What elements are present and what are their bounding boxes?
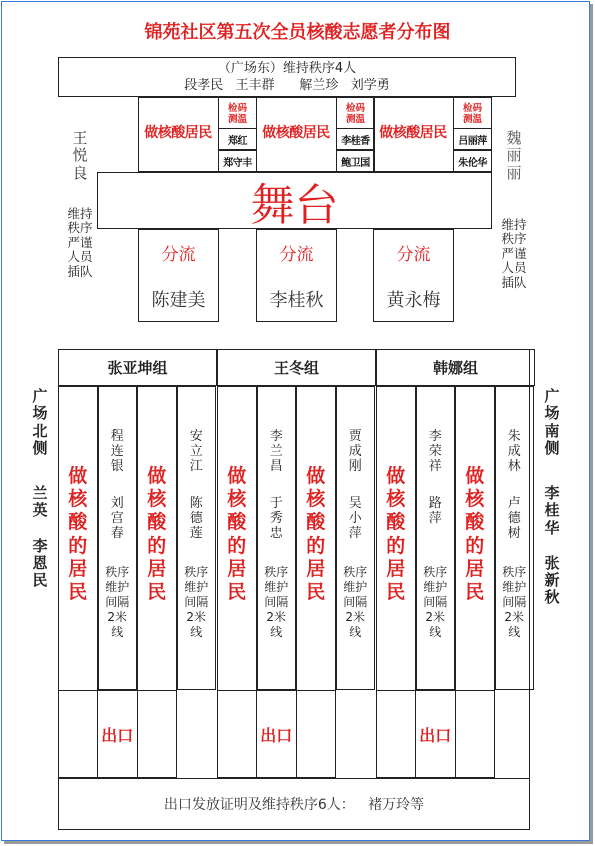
exit-label: 出口 [419, 725, 452, 745]
page-title: 锦苑社区第五次全员核酸志愿者分布图 [144, 22, 451, 43]
volunteer-name: 刘 宫 春 [110, 496, 124, 541]
order-note: 秩序 维护 间隔 2米 线 [502, 565, 527, 639]
footer-note: 出口发放证明及维持秩序6人： 褚万玲等 [163, 797, 425, 813]
station-volunteer: 鲍卫国 [336, 150, 375, 172]
resident-column-label: 做 核 酸 的 居 民 [386, 465, 406, 603]
flow-volunteer: 陈建美 [151, 290, 206, 311]
north-volunteer: 兰 英 [32, 484, 48, 520]
right-person: 魏 丽 丽 [506, 129, 522, 182]
test-label-2: 测温 [345, 114, 365, 125]
volunteer-name: 于 秀 忠 [269, 496, 283, 541]
exit-label: 出口 [101, 725, 134, 745]
resident-column-label: 做 核 酸 的 居 民 [306, 465, 326, 603]
south-volunteer: 李 桂 华 [544, 484, 560, 537]
residents-label: 做核酸居民 [144, 125, 212, 141]
volunteer-name: 朱 成 林 [507, 429, 521, 474]
order-note: 秩序 维护 间隔 2米 线 [184, 565, 209, 639]
south-side-names [542, 485, 562, 625]
flow-label: 分流 [396, 244, 431, 265]
volunteer-name: 程 连 银 [110, 429, 124, 474]
volunteer-name: 卢 德 树 [507, 496, 521, 541]
test-label-1: 检码 [462, 103, 482, 114]
station-volunteer: 朱伦华 [453, 150, 492, 172]
volunteer-name: 路 萍 [428, 496, 442, 526]
flow-volunteer: 黄永梅 [386, 290, 441, 311]
test-label [453, 100, 492, 128]
flow-label: 分流 [161, 244, 196, 265]
order-note: 秩序 维护 间隔 2米 线 [105, 565, 130, 639]
north-volunteer: 李 恩 民 [32, 536, 48, 589]
test-label [218, 100, 257, 128]
stage: 舞台 [97, 172, 492, 229]
station-volunteer: 李桂香 [336, 128, 375, 150]
east-header: （广场东）维持秩序4人 [217, 61, 357, 76]
left-side-note: 维持 秩序 严谨 人员 插队 [67, 206, 93, 279]
exit-label: 出口 [260, 725, 293, 745]
resident-column-label: 做 核 酸 的 居 民 [147, 465, 167, 603]
resident-column-label: 做 核 酸 的 居 民 [227, 465, 247, 603]
left-person: 王 悦 良 [72, 129, 88, 182]
north-side-names [30, 485, 50, 607]
right-side-note: 维持 秩序 严谨 人员 插队 [501, 217, 527, 290]
station-volunteer: 郑守丰 [218, 150, 257, 172]
residents-label: 做核酸居民 [262, 125, 330, 141]
volunteer-name: 贾 成 刚 [348, 429, 362, 474]
test-label-2: 测温 [227, 114, 247, 125]
residents-label: 做核酸居民 [379, 125, 447, 141]
resident-column-label: 做 核 酸 的 居 民 [68, 465, 88, 603]
volunteer-name: 吴 小 萍 [348, 496, 362, 541]
station-volunteer: 郑红 [218, 128, 257, 150]
footer-box [58, 778, 530, 830]
volunteer-name: 安 立 江 [189, 429, 203, 474]
test-label-1: 检码 [345, 103, 365, 114]
test-label-1: 检码 [227, 103, 247, 114]
east-volunteers: 段孝民 王丰群 解兰珍 刘学勇 [184, 78, 390, 93]
group-name: 王冬组 [273, 359, 319, 377]
east-order-box [58, 57, 516, 97]
test-label-2: 测温 [462, 114, 482, 125]
order-note: 秩序 维护 间隔 2米 线 [423, 565, 448, 639]
flow-volunteer: 李桂秋 [269, 290, 324, 311]
order-note: 秩序 维护 间隔 2米 线 [264, 565, 289, 639]
group-name: 韩娜组 [432, 359, 478, 377]
flow-label: 分流 [279, 244, 314, 265]
station-volunteer: 吕丽萍 [453, 128, 492, 150]
south-side-label: 广 场 南 侧 [544, 387, 560, 457]
volunteer-name: 陈 德 莲 [189, 496, 203, 541]
north-side-label: 广 场 北 侧 [32, 387, 48, 457]
order-note: 秩序 维护 间隔 2米 线 [343, 565, 368, 639]
volunteer-name: 李 兰 昌 [269, 429, 283, 474]
test-label [336, 100, 375, 128]
volunteer-name: 李 荣 祥 [428, 429, 442, 474]
group-name: 张亚坤组 [107, 359, 168, 377]
south-volunteer: 张 新 秋 [544, 553, 560, 607]
resident-column-label: 做 核 酸 的 居 民 [465, 465, 485, 603]
